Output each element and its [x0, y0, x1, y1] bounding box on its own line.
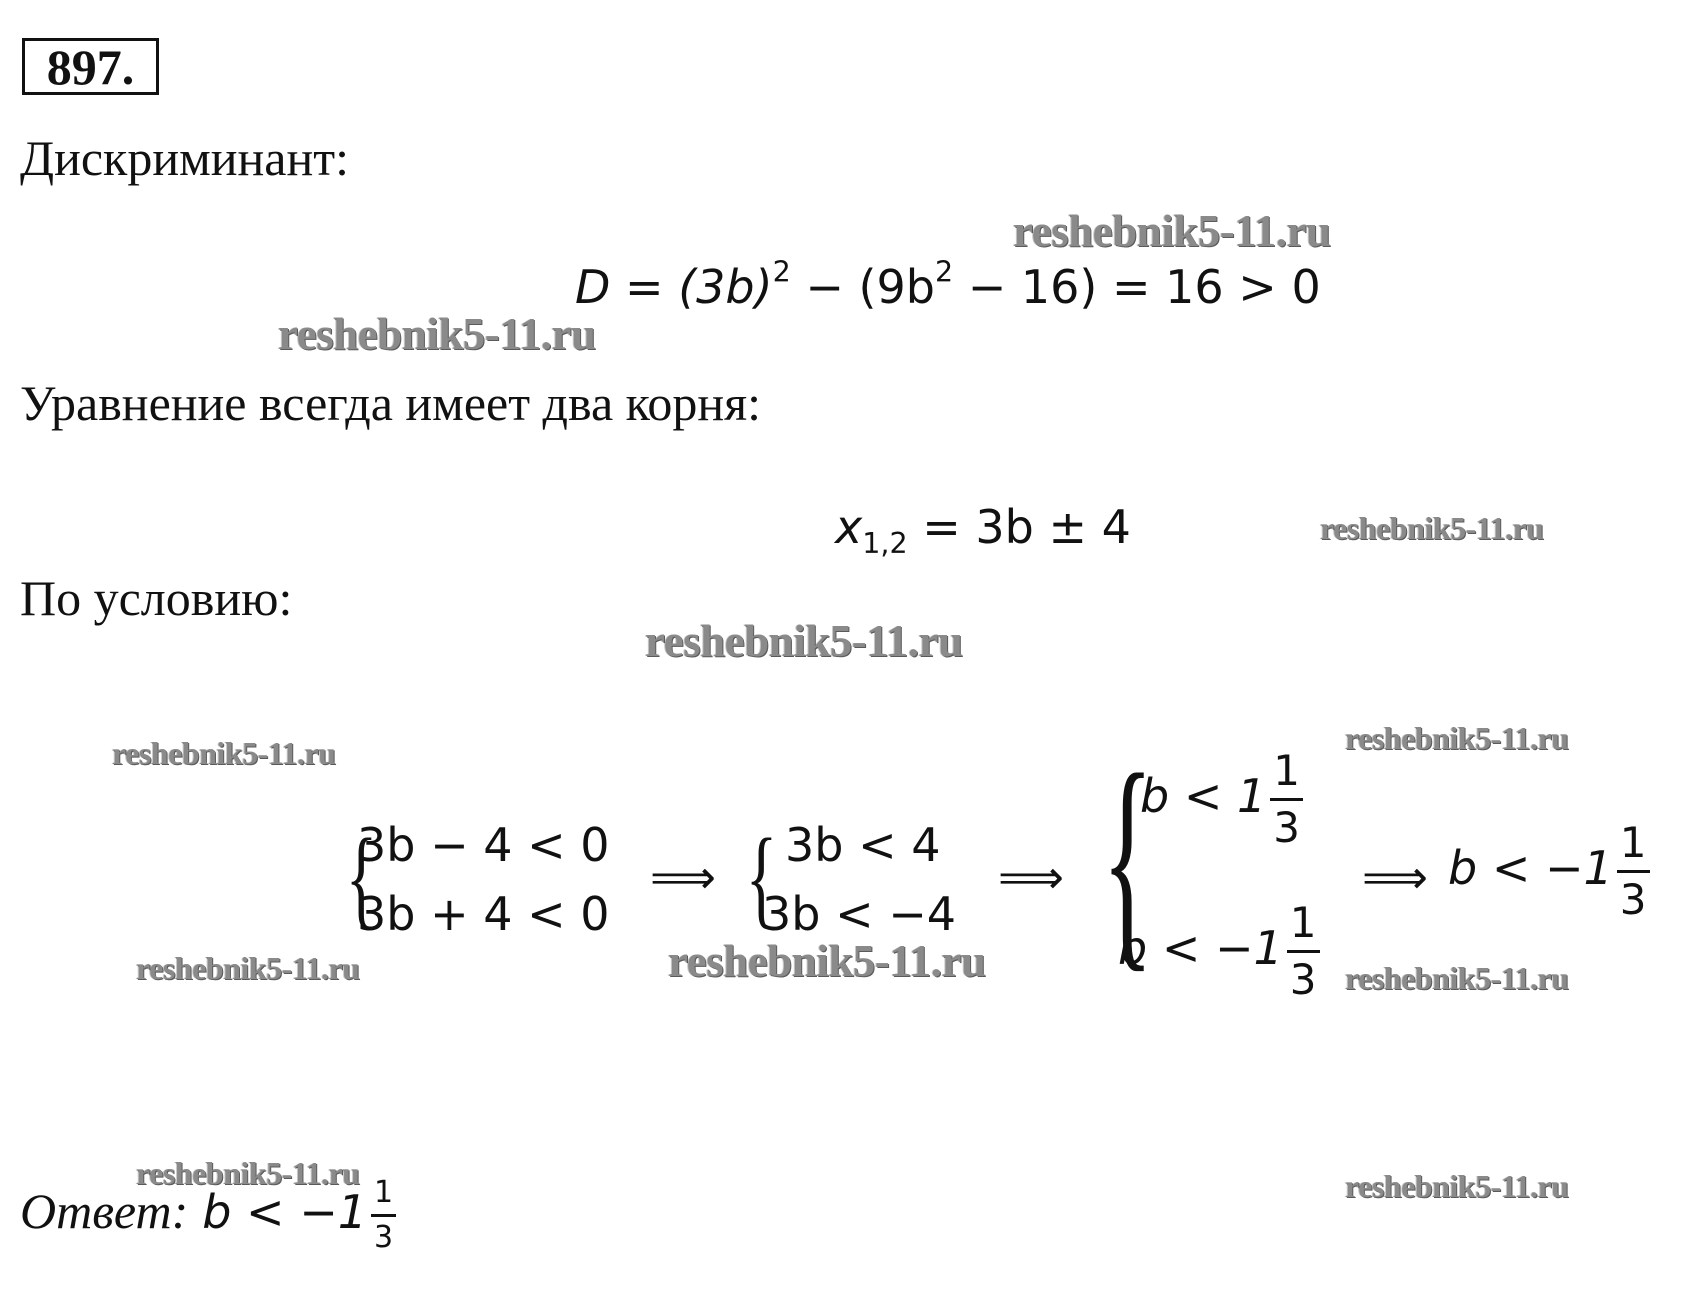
watermark: reshebnik5-11.ru	[1345, 1168, 1569, 1204]
result-fraction	[1617, 818, 1650, 924]
result-formula	[1448, 818, 1650, 924]
watermark: reshebnik5-11.ru	[1013, 206, 1331, 256]
system2-brace: {	[745, 816, 778, 938]
system1-brace: {	[345, 816, 378, 938]
watermark: reshebnik5-11.ru	[1345, 720, 1569, 756]
system3-line2-denominator: 3	[1289, 955, 1317, 1004]
discriminant-label: Дискриминант:	[20, 130, 349, 186]
system3-line1-denominator: 3	[1273, 803, 1300, 852]
result-denominator: 3	[1619, 875, 1647, 924]
roots-sub: 1,2	[862, 526, 908, 560]
system3-line2-numerator: 1	[1287, 902, 1320, 953]
watermark: reshebnik5-11.ru	[1320, 510, 1544, 546]
roots-var: x	[835, 500, 863, 554]
system1-line1: 3b − 4 < 0	[357, 818, 610, 872]
answer-denominator: 3	[374, 1220, 394, 1255]
roots-formula	[835, 500, 1131, 560]
roots-rhs: = 3b ± 4	[907, 500, 1131, 554]
discriminant-rhs: − 16) = 16 > 0	[953, 260, 1321, 314]
watermark: reshebnik5-11.ru	[136, 1155, 360, 1191]
answer-fraction	[371, 1175, 396, 1255]
watermark: reshebnik5-11.ru	[645, 616, 963, 666]
discriminant-lhs: D = (3b)	[575, 260, 773, 314]
answer-prefix: b < −1	[202, 1185, 368, 1239]
system2-line1: 3b < 4	[785, 818, 941, 872]
condition-label: По условию:	[20, 570, 293, 626]
result-prefix: b < −1	[1448, 841, 1613, 895]
discriminant-power-2: 2	[934, 255, 954, 289]
system3-line2-prefix: b < −1	[1118, 921, 1283, 975]
system3-brace: {	[1101, 725, 1154, 991]
system2-line2: 3b < −4	[762, 887, 957, 941]
implies-arrow-1: ⟹	[650, 850, 716, 904]
system3-line1-numerator: 1	[1270, 750, 1303, 801]
implies-arrow-2: ⟹	[998, 850, 1064, 904]
answer-label: Ответ:	[20, 1183, 189, 1239]
watermark: reshebnik5-11.ru	[278, 309, 596, 359]
discriminant-formula	[575, 255, 1321, 314]
discriminant-power-1: 2	[772, 255, 791, 289]
system3-line1-prefix: b < 1	[1140, 769, 1267, 823]
system3-line2-fraction	[1287, 898, 1320, 1004]
implies-arrow-3: ⟹	[1362, 850, 1428, 904]
answer-numerator: 1	[371, 1178, 396, 1217]
watermark: reshebnik5-11.ru	[1345, 960, 1569, 996]
watermark: reshebnik5-11.ru	[668, 936, 986, 986]
discriminant-mid: − (9b	[790, 260, 935, 314]
result-numerator: 1	[1617, 822, 1650, 873]
watermark: reshebnik5-11.ru	[136, 950, 360, 986]
system3-line2	[1118, 898, 1320, 1004]
problem-number: 897.	[22, 38, 159, 95]
system1-line2: 3b + 4 < 0	[357, 887, 610, 941]
roots-label: Уравнение всегда имеет два корня:	[20, 375, 762, 431]
answer-value	[202, 1175, 396, 1255]
system3-line1-fraction	[1270, 746, 1303, 852]
watermark: reshebnik5-11.ru	[112, 735, 336, 771]
system3-line1	[1140, 746, 1303, 852]
